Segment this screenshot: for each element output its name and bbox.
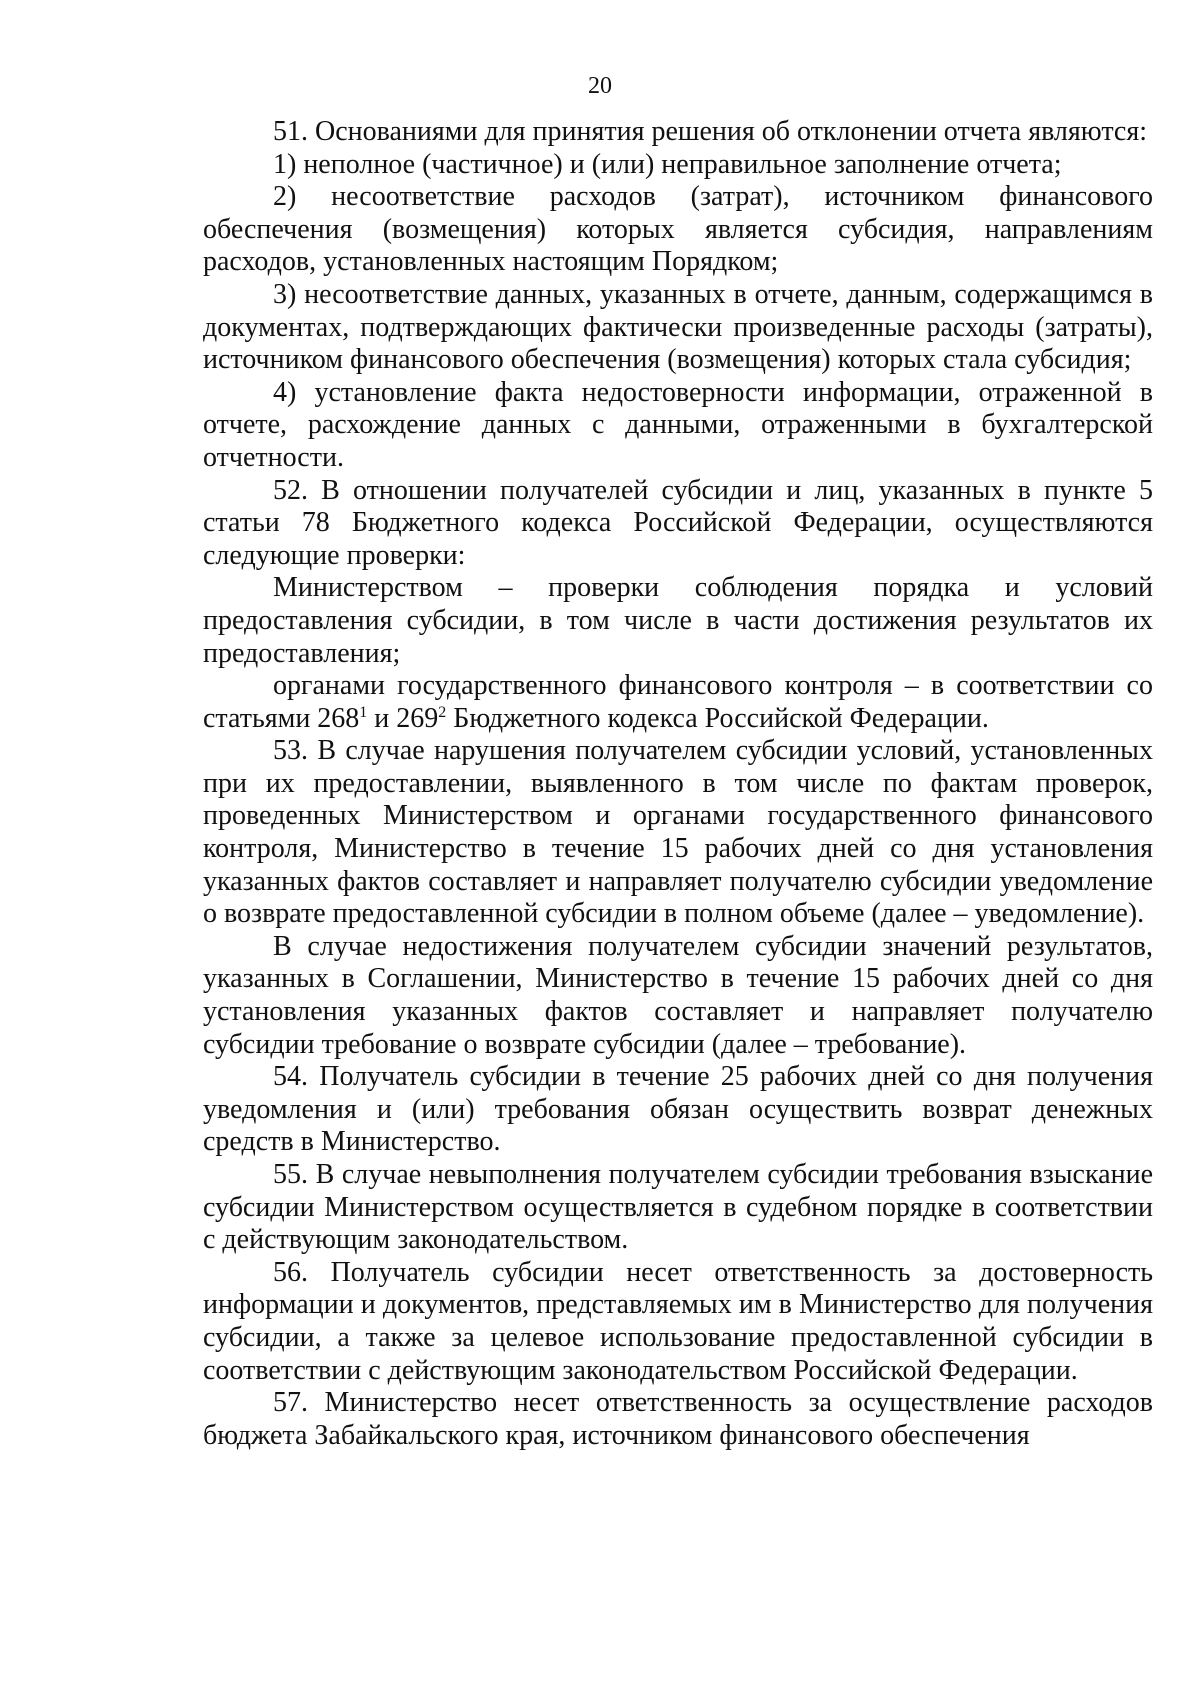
- paragraph-51-item-2: 2) несоответствие расходов (затрат), источником финансового обеспечения (возмещения) которых является субсидия, направлениям расходов, установленных настоящим Порядком;: [203, 181, 1153, 278]
- paragraph-52-ministry-checks: Министерством – проверки соблюдения порядка и условий предоставления субсидии, в том числе в части достижения результатов их предоставления;: [203, 572, 1153, 669]
- paragraph-53-requirement: В случае недостижения получателем субсидии значений результатов, указанных в Соглашении, Министерство в течение 15 рабочих дней со дня установления указанных фактов составляет и направляет получателю субсидии требование о возврате субсидии (далее – требование).: [203, 930, 1153, 1060]
- control-text-middle: и 269: [367, 702, 439, 734]
- paragraph-51-item-4: 4) установление факта недостоверности информации, отраженной в отчете, расхождение данных с данными, отраженными в бухгалтерской отчетности.: [203, 376, 1153, 473]
- paragraph-54: 54. Получатель субсидии в течение 25 рабочих дней со дня получения уведомления и (или) требования обязан осуществить возврат денежных средств в Министерство.: [203, 1061, 1153, 1158]
- footnote-superscript-2: 2: [438, 703, 447, 721]
- paragraph-52: 52. В отношении получателей субсидии и лиц, указанных в пункте 5 статьи 78 Бюджетного кодекса Российской Федерации, осуществляются следующие проверки:: [203, 474, 1153, 571]
- control-text-end: Бюджетного кодекса Российской Федерации.: [446, 702, 989, 734]
- paragraph-51-item-1: 1) неполное (частичное) и (или) неправильное заполнение отчета;: [273, 148, 1062, 180]
- paragraph-53: 53. В случае нарушения получателем субсидии условий, установленных при их предоставлении, выявленного в том числе по фактам проверок, проведенных Министерством и органами государственного финансового контроля, Министерство в течение 15 рабочих дней со дня установления указанных фактов составляет и направляет получателю субсидии уведомление о возврате предоставленной субсидии в полном объеме (далее – уведомление).: [203, 735, 1153, 930]
- paragraph-56: 56. Получатель субсидии несет ответственность за достоверность информации и документов, представляемых им в Министерство для получения субсидии, а также за целевое использование предоставленной субсидии в соответствии с действующим законодательством Российской Федерации.: [203, 1256, 1153, 1386]
- paragraph-51: 51. Основаниями для принятия решения об отклонении отчета являются:: [273, 116, 1147, 147]
- page-number: 20: [588, 73, 612, 99]
- paragraph-57: 57. Министерство несет ответственность за осуществление расходов бюджета Забайкальского края, источником финансового обеспечения: [203, 1387, 1153, 1451]
- footnote-superscript-1: 1: [359, 703, 368, 721]
- document-body: [203, 116, 1153, 1452]
- control-text-start: органами государственного финансового контроля – в соответствии со статьями 268: [203, 670, 1153, 734]
- paragraph-55: 55. В случае невыполнения получателем субсидии требования взыскание субсидии Министерством осуществляется в судебном порядке в соответствии с действующим законодательством.: [203, 1159, 1153, 1256]
- paragraph-51-item-3: 3) несоответствие данных, указанных в отчете, данным, содержащимся в документах, подтверждающих фактически произведенные расходы (затраты), источником финансового обеспечения (возмещения) которых стала субсидия;: [203, 278, 1153, 376]
- paragraph-52-control-bodies: [203, 670, 1153, 735]
